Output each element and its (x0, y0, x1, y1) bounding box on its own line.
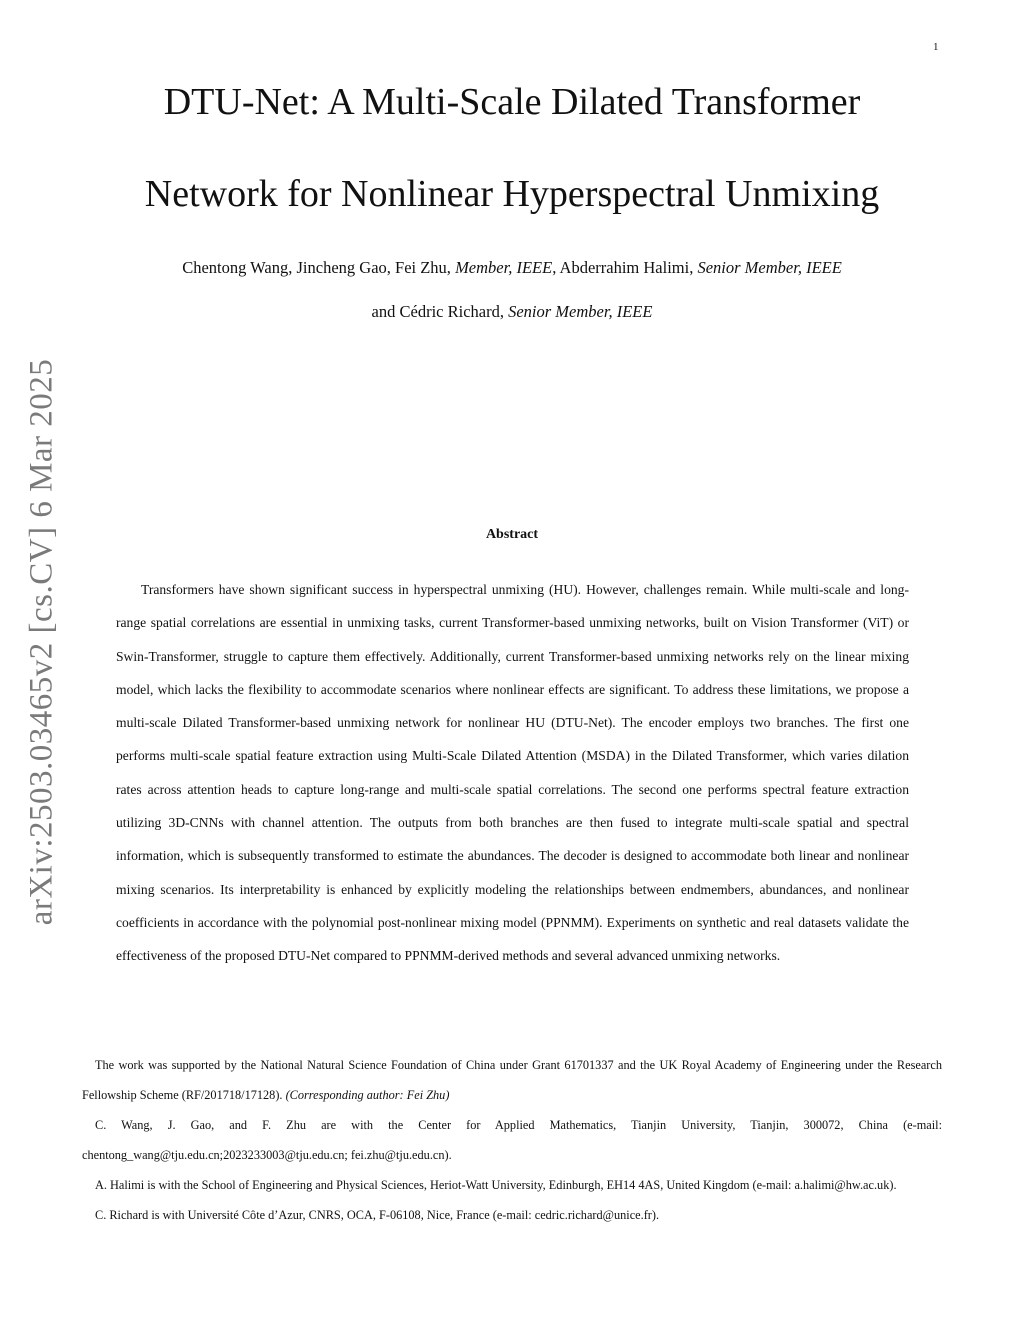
author-list-line-1 (0, 258, 1024, 278)
footnotes (82, 1050, 942, 1230)
footnote-funding (82, 1050, 942, 1110)
page-number: 1 (933, 41, 939, 53)
author-names: , Abderrahim Halimi, (552, 258, 698, 277)
footnote-affiliation: A. Halimi is with the School of Engineering and Physical Sciences, Heriot-Watt University, Edinburgh, EH14 4AS, United Kingdom (e-mail: a.halimi@hw.ac.uk). (95, 1178, 897, 1192)
membership-senior-member-ieee: Senior Member, IEEE (508, 302, 653, 321)
funding-text: The work was supported by the National Natural Science Foundation of China under Grant 61701337 and the UK Royal Academy of Engineering under the Research Fellowship Scheme (RF/201718/17128). (82, 1058, 942, 1102)
corresponding-author: (Corresponding author: Fei Zhu) (285, 1088, 450, 1102)
footnote-affiliation: C. Wang, J. Gao, and F. Zhu are with the Center for Applied Mathematics, Tianjin University, Tianjin, 300072, China (e-mail: chentong_wang@tju.edu.cn;2023233003@tju.edu.cn; fei.zhu@tju.edu.cn). (82, 1118, 942, 1162)
paper-title-line-2: Network for Nonlinear Hyperspectral Unmixing (144, 173, 880, 215)
abstract-heading: Abstract (485, 527, 539, 542)
abstract-body: Transformers have shown significant success in hyperspectral unmixing (HU). However, challenges remain. While multi-scale and long-range spatial correlations are essential in unmixing tasks, current Transformer-based unmixing networks, built on Vision Transformer (ViT) or Swin-Transformer, struggle to capture them effectively. Additionally, current Transformer-based unmixing networks rely on the linear mixing model, which lacks the flexibility to accommodate scenarios where nonlinear effects are significant. To address these limitations, we propose a multi-scale Dilated Transformer-based unmixing network for nonlinear HU (DTU-Net). The encoder employs two branches. The first one performs multi-scale spatial feature extraction using Multi-Scale Dilated Attention (MSDA) in the Dilated Transformer, which varies dilation rates across attention heads to capture long-range and multi-scale spatial correlations. The second one performs spectral feature extraction utilizing 3D-CNNs with channel attention. The outputs from both branches are then fused to integrate multi-scale spatial and spectral information, which is subsequently transformed to estimate the abundances. The decoder is designed to accommodate both linear and nonlinear mixing scenarios. Its interpretability is enhanced by explicitly modeling the relationships between endmembers, abundances, and nonlinear coefficients in accordance with the polynomial post-nonlinear mixing model (PPNMM). Experiments on synthetic and real datasets validate the effectiveness of the proposed DTU-Net compared to PPNMM-derived methods and several advanced unmixing networks. (116, 582, 909, 964)
membership-senior-member-ieee: Senior Member, IEEE (697, 258, 842, 277)
arxiv-stamp: arXiv:2503.03465v2 [cs.CV] 6 Mar 2025 (23, 358, 60, 926)
paper-title-line-1: DTU-Net: A Multi-Scale Dilated Transformer (163, 81, 861, 123)
author-names: Chentong Wang, Jincheng Gao, Fei Zhu, (182, 258, 456, 277)
membership-member-ieee: Member, IEEE (455, 258, 553, 277)
author-names: and Cédric Richard, (371, 302, 509, 321)
author-list-line-2 (0, 302, 1024, 322)
footnote-affiliation: C. Richard is with Université Côte d’Azur, CNRS, OCA, F-06108, Nice, France (e-mail: cedric.richard@unice.fr). (95, 1208, 660, 1222)
